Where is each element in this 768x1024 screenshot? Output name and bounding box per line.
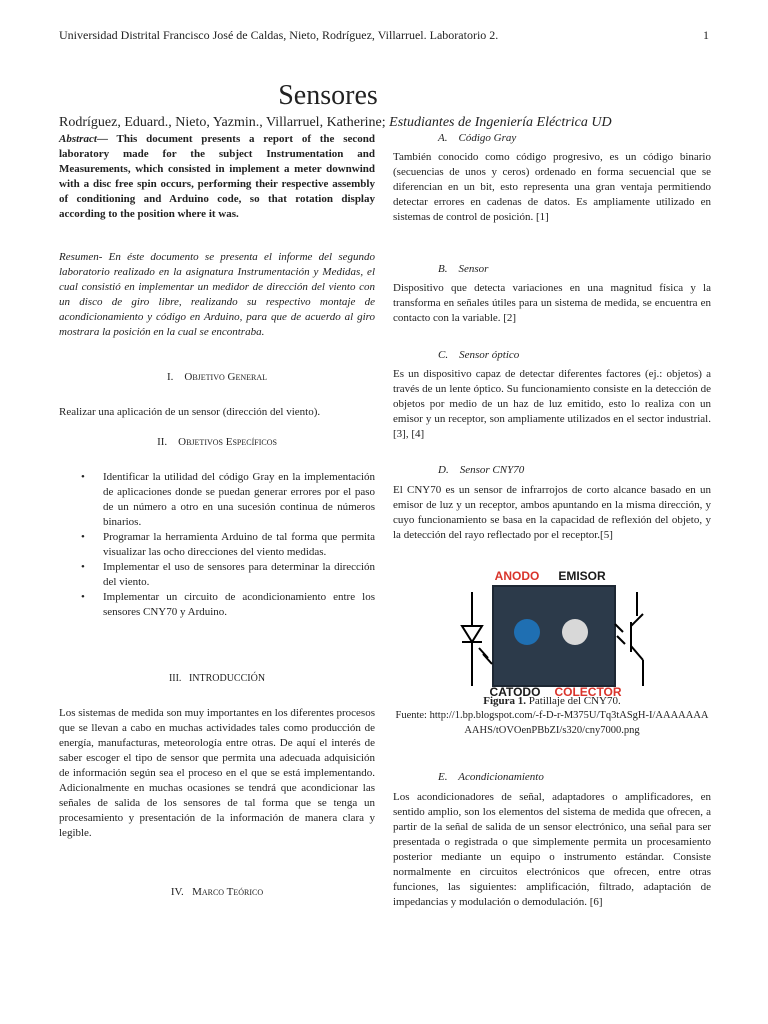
section-title: INTRODUCCIÓN [188, 673, 266, 684]
subsection-c-body: Es un dispositivo capaz de detectar diferentes factores (ej.: objetos) a través de un lente óptico. Su funcionamiento consiste en la detección de objetos por medio de un haz de luz emitido, esto lo realiza con un emisor y un receptor, son ampliamente utilizados en el sector industrial. [3], [4] [393, 368, 711, 440]
authors-line [59, 115, 612, 131]
anodo-label: ANODO [494, 569, 540, 583]
author-names: Rodríguez, Eduard., Nieto, Yazmin., Villarruel, Katherine; [59, 115, 386, 130]
subsection-e-body: Los acondicionadores de señal, adaptadores o amplificadores, en sentido amplio, son los elementos del sistema de medida que ofrecen, a partir de la señal de salida de un sensor electrónico, una señal para ser presentada o registrada o que simplemente permita un procesamiento posterior mediante un equipo o instrumento estándar. Consiste normalmente en circuitos electrónicos que ofrecen, entre otras funciones, las siguientes: amplificación, filtrado, adaptación de impedancias y modulación o demodulación. [6] [393, 791, 711, 908]
subsection-title: Código Gray [458, 132, 517, 144]
subsection-a-body: También conocido como código progresivo, es un código binario (secuencias de unos y ceros) ordenado en forma secuencial que se diferencian en un bit, esto representa una gran ventaja permitiendo detectar errores en cadenas de datos. Es ampliamente utilizado en sistemas de control de posición. [1] [393, 151, 711, 223]
list-item: • Implementar el uso de sensores para determinar la dirección del viento. [59, 560, 375, 590]
section-title: Objetivos Específicos [178, 436, 277, 448]
emisor-label: EMISOR [558, 569, 606, 583]
subsection-c-heading [438, 349, 519, 361]
subsection-d-body: El CNY70 es un sensor de infrarrojos de corto alcance basado en un emisor de luz y un receptor, ambos apuntando en la misma dirección, y cuyo funcionamiento se basa en la capacidad de reflexión del objeto, y la detección del rayo reflectado por el receptor.[5] [393, 484, 711, 541]
abstract [59, 132, 375, 222]
colector-label: COLECTOR [554, 685, 622, 696]
running-header: Universidad Distrital Francisco José de Caldas, Nieto, Rodríguez, Villarruel. Laboratorio 2. [59, 28, 499, 42]
section-number: II. [157, 436, 168, 448]
abstract-label: Abstract [59, 133, 97, 145]
subsection-label: B. [438, 263, 448, 275]
subsection-title: Sensor CNY70 [459, 464, 525, 476]
section-1-body: Realizar una aplicación de un sensor (dirección del viento). [59, 406, 321, 418]
subsection-b-heading [438, 263, 488, 275]
section-number: I. [166, 371, 174, 383]
diode-icon [462, 592, 492, 686]
paper-title: Sensores [278, 80, 378, 111]
catodo-label: CATODO [489, 685, 541, 696]
subsection-a-heading [438, 132, 516, 144]
subsection-title: Acondicionamiento [458, 771, 544, 783]
subsection-label: E. [438, 771, 448, 783]
list-item: • Identificar la utilidad del código Gray en la implementación de aplicaciones donde se puedan generar errores por el paso de un número a otro en una sucesión continua de números binarios. [59, 470, 375, 530]
list-item: • Implementar un circuito de acondicionamiento entre los sensores CNY70 y Arduino. [59, 590, 375, 620]
subsection-title: Sensor óptico [459, 349, 520, 361]
page-number: 1 [703, 28, 709, 42]
section-heading-4 [59, 886, 375, 898]
subsection-label: D. [438, 464, 449, 476]
figure-caption-text: Patillaje del CNY70. [528, 695, 621, 707]
section-title: Marco Teórico [192, 886, 264, 898]
sensor-package [493, 586, 615, 686]
resumen: Resumen- En éste documento se presenta el informe del segundo laboratorio realizado en la asignatura Instrumentación y Medidas, el cual consistió en implementar un medidor de dirección del viento con un disco de giro libre, realizando su respectivo montaje de acondicionamiento y código en Arduino, para que de acuerdo al giro mostrara la posición en la cual se encontraba. [59, 251, 375, 338]
section-3-body: Los sistemas de medida son muy importantes en los diferentes procesos que se llevan a cabo en muchas actividades tales como producción de energía, manufacturas, meteorología entre otras. De aquí el interés de saber escoger el tipo de sensor que permita una adecuada adquisición de información según sea el proceso en el que se está implementando. Adicionalmente en muchas ocasiones se tendrá que acondicionar las señales de salida de los sensores de tal forma que se tenga un procesamiento y presentación de la información de manera clara y legible. [59, 707, 375, 839]
subsection-e-heading [438, 771, 544, 783]
figure-caption [393, 694, 711, 709]
phototransistor-icon [615, 592, 643, 686]
figure-source: Fuente: http://1.bp.blogspot.com/-f-D-r-M375U/Tq3tASgH-I/AAAAAAAAAHS/tOVOenPBbZI/s320/cny7000.png [395, 710, 709, 736]
subsection-label: C. [438, 349, 449, 361]
led-window [514, 619, 540, 645]
cny70-figure [455, 566, 655, 696]
section-heading-3 [59, 673, 375, 684]
section-number: III. [168, 673, 182, 684]
section-title: Objetivo General [184, 371, 268, 383]
subsection-d-heading [438, 464, 524, 476]
objectives-list [59, 470, 375, 620]
subsection-b-body: Dispositivo que detecta variaciones en una magnitud física y la transforma en señales útiles para un sistema de medida, se encuentra en contacto con la variable. [2] [393, 282, 711, 324]
phototransistor-window [562, 619, 588, 645]
section-number: IV. [170, 886, 184, 898]
list-item: • Programar la herramienta Arduino de tal forma que permita visualizar las ocho direcciones del viento medidas. [59, 530, 375, 560]
cny70-pinout-diagram [455, 566, 655, 696]
figure-caption-label: Figura 1. [483, 695, 527, 707]
subsection-label: A. [438, 132, 448, 144]
author-affiliation: Estudiantes de Ingeniería Eléctrica UD [389, 115, 612, 130]
abstract-text: — This document presents a report of the second laboratory made for the subject Instrumentation and Measurements, which consisted in implement a meter downwind with a disc free spin occurs, performing their respective assembly of conditioning and Arduino code, so that rotation display according to the position where it was. [59, 133, 375, 220]
section-heading-1 [59, 371, 375, 383]
subsection-title: Sensor [458, 263, 489, 275]
section-heading-2 [59, 436, 375, 448]
